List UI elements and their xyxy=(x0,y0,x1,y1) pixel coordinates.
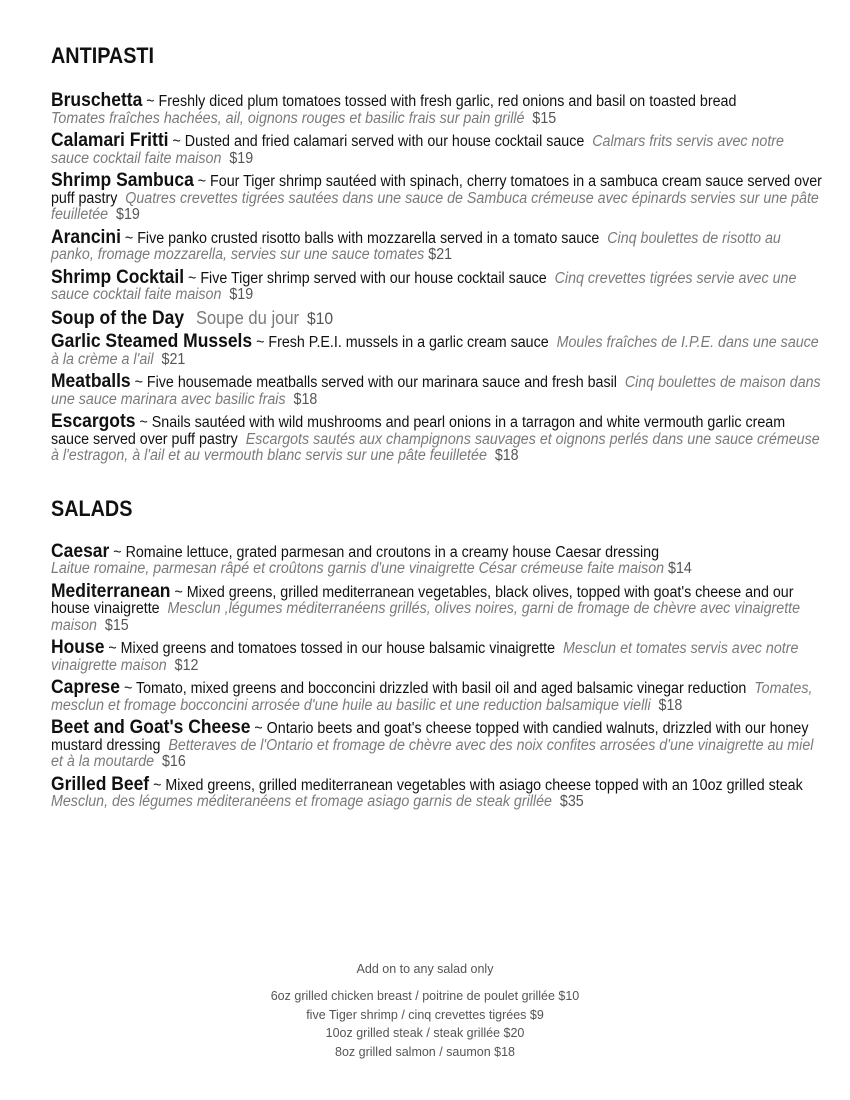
addon-item: 8oz grilled salmon / saumon $18 xyxy=(335,1044,515,1059)
menu-item-meatballs: Meatballs ~ Five housemade meatballs served with our marinara sauce and fresh basil Cinq boulettes de maison dans une sauce marinara avec basilic frais $18 xyxy=(51,371,821,408)
addon-list xyxy=(0,987,850,1061)
menu-item-calamari-fritti: Calamari Fritti ~ Dusted and fried calamari served with our house cocktail sauce Calmars frits servis avec notre sauce cocktail faite maison $19 xyxy=(51,130,784,167)
menu-item-garlic-steamed-mussels: Garlic Steamed Mussels ~ Fresh P.E.I. mussels in a garlic cream sauce Moules fraîches de I.P.E. dans une sauce à la crème a l'ail $21 xyxy=(51,331,819,368)
menu-item-grilled-beef: Grilled Beef ~ Mixed greens, grilled mediterranean vegetables with asiago cheese topped with an 10oz grilled steak Mesclun, des légumes méditeranéens et fromage asiago garnis de steak grillée $35 xyxy=(51,773,803,810)
menu-item-bruschetta: Bruschetta ~ Freshly diced plum tomatoes tossed with fresh garlic, red onions and basil on toasted bread Tomates fraîches hachées, ail, oignons rouges et basilic frais sur pain grillé $15 xyxy=(51,90,737,127)
menu-page xyxy=(51,42,821,817)
section-heading-salads: SALADS xyxy=(51,495,133,521)
menu-item-soup-of-the-day: Soup of the Day Soupe du jour $10 xyxy=(51,307,334,329)
menu-item-escargots: Escargots ~ Snails sautéed with wild mushrooms and pearl onions in a tarragon and white vermouth garlic cream sauce served over puff pastry Escargots sautés aux champignons sauvages et oignons perlés dans une sauce crémeuse à l'estragon, à l'ail et au vermouth blanc servis sur une pâte feuilletée $18 xyxy=(51,411,820,464)
menu-item-caesar: Caesar ~ Romaine lettuce, grated parmesan and croutons in a creamy house Caesar dressing Laitue romaine, parmesan râpé et croûtons garnis d'une vinaigrette César crémeuse faite maison $14 xyxy=(51,540,692,577)
menu-item-caprese: Caprese ~ Tomato, mixed greens and bocconcini drizzled with basil oil and aged balsamic vinegar reduction Tomates, mesclun et fromage bocconcini arrosée d'une huile au basilic et une reduction balsamique vielli $18 xyxy=(51,677,813,714)
menu-item-shrimp-sambuca: Shrimp Sambuca ~ Four Tiger shrimp sautéed with spinach, cherry tomatoes in a sambuca cream sauce served over puff pastry Quatres crevettes tigrées sautées dans une sauce de Sambuca crémeuse avec épinards servies sur une pâte feuilletée $19 xyxy=(51,170,822,223)
addon-item: five Tiger shrimp / cinq crevettes tigrées $9 xyxy=(306,1007,544,1022)
menu-item-beet-and-goats-cheese: Beet and Goat's Cheese ~ Ontario beets and goat's cheese topped with candied walnuts, drizzled with our honey mustard dressing Betteraves de l'Ontario et fromage de chèvre avec des noix confites arrosées d'une vinaigrette au miel et à la moutarde $16 xyxy=(51,717,814,770)
menu-item-arancini: Arancini ~ Five panko crusted risotto balls with mozzarella served in a tomato sauce Cinq boulettes de risotto au panko, fromage mozzarella, servies sur une sauce tomates $21 xyxy=(51,226,781,263)
addon-item: 10oz grilled steak / steak grillée $20 xyxy=(325,1026,525,1040)
menu-item-shrimp-cocktail: Shrimp Cocktail ~ Five Tiger shrimp served with our house cocktail sauce Cinq crevettes tigrées servie avec une sauce cocktail faite maison $19 xyxy=(51,266,797,303)
menu-item-house: House ~ Mixed greens and tomatoes tossed in our house balsamic vinaigrette Mesclun et tomates servis avec notre vinaigrette maison $12 xyxy=(51,637,799,674)
addon-item: 6oz grilled chicken breast / poitrine de poulet grillée $10 xyxy=(270,989,580,1003)
menu-item-mediterranean: Mediterranean ~ Mixed greens, grilled mediterranean vegetables, black olives, topped with goat's cheese and our house vinaigrette Mesclun ,légumes méditerranéens grillés, olives noires, garni de fromage de chèvre avec vinaigrette maison $15 xyxy=(51,580,801,634)
addon-title: Add on to any salad only xyxy=(356,962,494,976)
section-heading-antipasti: ANTIPASTI xyxy=(51,43,155,68)
